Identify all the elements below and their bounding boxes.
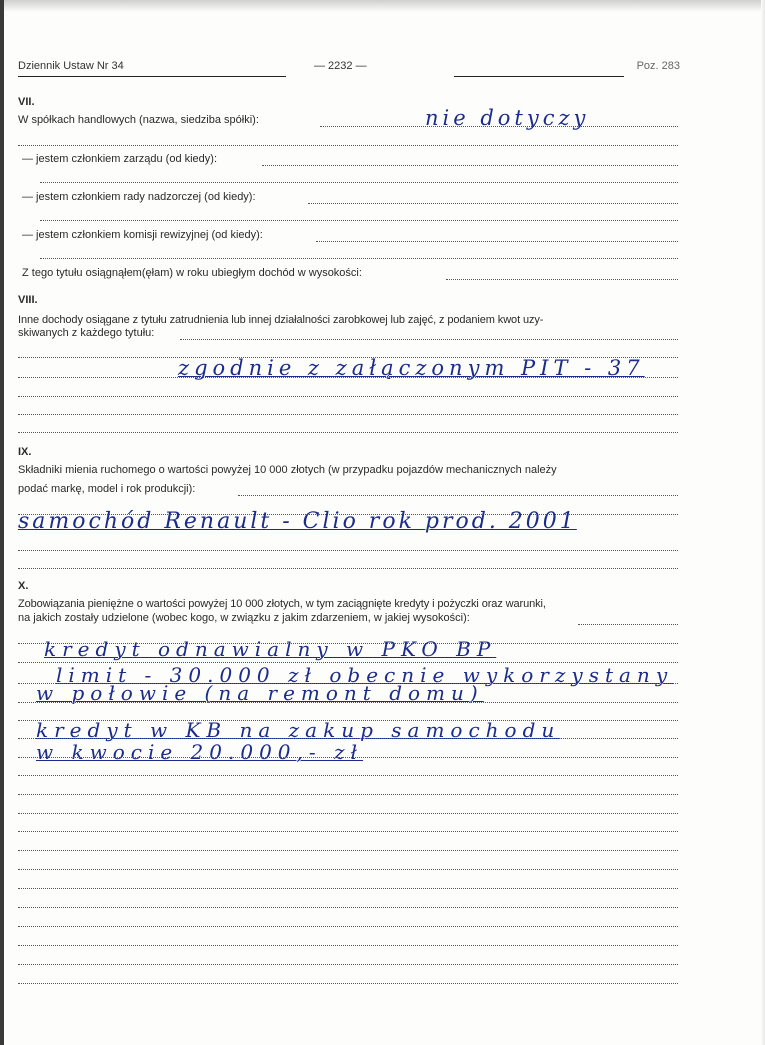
position-number: Poz. 283	[636, 60, 680, 72]
income-label: Z tego tytułu osiągnąłem(ęłam) w roku ubiegłym dochód w wysokości:	[22, 267, 362, 279]
movable-property-field-line-3[interactable]	[18, 550, 678, 551]
liabilities-line-8[interactable]	[18, 775, 678, 776]
liabilities-line-19[interactable]	[18, 983, 678, 984]
companies-handwritten: nie dotyczy	[425, 106, 590, 130]
board-member-field[interactable]	[262, 165, 678, 166]
audit-committee-field[interactable]	[316, 241, 678, 242]
liabilities-field[interactable]	[578, 624, 678, 625]
other-income-text-line-2: skiwanych z każdego tytułu:	[18, 327, 155, 339]
other-income-handwritten: zgodnie z załączonym PIT - 37	[178, 356, 645, 380]
liabilities-handwritten-4: kredyt w KB na zakup samochodu	[36, 718, 561, 742]
liabilities-line-14[interactable]	[18, 888, 678, 889]
other-income-field-line-3[interactable]	[18, 377, 678, 378]
other-income-field-line-4[interactable]	[18, 396, 678, 397]
liabilities-line-12[interactable]	[18, 850, 678, 851]
scan-artifact-left-edge	[0, 0, 4, 1045]
supervisory-board-field[interactable]	[308, 203, 678, 204]
liabilities-text-line-2: na jakich zostały udzielone (wobec kogo, w związku z jakim zdarzeniem, w jakiej wysokości):	[18, 612, 470, 624]
scan-artifact-top	[0, 0, 765, 12]
section-vii-number: VII.	[18, 96, 35, 108]
liabilities-handwritten-1: kredyt odnawialny w PKO BP	[44, 637, 497, 661]
page-header	[18, 60, 680, 78]
publication-title: Dziennik Ustaw Nr 34	[18, 60, 124, 72]
liabilities-handwritten-2: limit - 30.000 zł obecnie wykorzystany	[56, 663, 674, 687]
companies-label: W spółkach handlowych (nazwa, siedziba spółki):	[18, 114, 259, 126]
liabilities-line-17[interactable]	[18, 945, 678, 946]
movable-property-handwritten: samochód Renault - Clio rok prod. 2001	[18, 509, 577, 534]
header-rule-left	[18, 76, 286, 77]
other-income-field-line-6[interactable]	[18, 432, 678, 433]
movable-property-field-line-4[interactable]	[18, 568, 678, 569]
liabilities-line-6[interactable]	[18, 738, 678, 739]
liabilities-line-9[interactable]	[18, 794, 678, 795]
page-number: — 2232 —	[314, 60, 367, 72]
movable-property-field[interactable]	[238, 495, 678, 496]
liabilities-line-10[interactable]	[18, 813, 678, 814]
section-viii-number: VIII.	[18, 294, 38, 306]
board-member-field-line-2[interactable]	[40, 182, 678, 183]
income-field[interactable]	[446, 279, 678, 280]
movable-property-text-line-2: podać markę, model i rok produkcji):	[18, 483, 196, 495]
section-x-number: X.	[18, 580, 29, 592]
liabilities-line-7[interactable]	[18, 757, 678, 758]
movable-property-text-line-1: Składniki mienia ruchomego o wartości powyżej 10 000 złotych (w przypadku pojazdów mechanicznych należy	[18, 464, 557, 476]
liabilities-line-18[interactable]	[18, 964, 678, 965]
other-income-text-line-1: Inne dochody osiągane z tytułu zatrudnienia lub innej działalności zarobkowej lub zajęć, z podaniem kwot uzy-	[18, 314, 544, 326]
other-income-field[interactable]	[180, 339, 678, 340]
liabilities-line-4[interactable]	[18, 702, 678, 703]
section-ix-number: IX.	[18, 446, 32, 458]
board-member-label: — jestem członkiem zarządu (od kiedy):	[22, 153, 218, 165]
liabilities-text-line-1: Zobowiązania pieniężne o wartości powyżej 10 000 złotych, w tym zaciągnięte kredyty i pożyczki oraz warunki,	[18, 598, 546, 610]
supervisory-board-label: — jestem członkiem rady nadzorczej (od kiedy):	[22, 191, 256, 203]
audit-committee-field-line-2[interactable]	[40, 258, 678, 259]
liabilities-line-16[interactable]	[18, 926, 678, 927]
liabilities-line-15[interactable]	[18, 907, 678, 908]
scan-artifact-right-edge	[761, 0, 765, 1045]
supervisory-board-field-line-2[interactable]	[40, 220, 678, 221]
liabilities-handwritten-5: w kwocie 20.000,- zł	[36, 740, 364, 764]
liabilities-line-11[interactable]	[18, 831, 678, 832]
audit-committee-label: — jestem członkiem komisji rewizyjnej (od kiedy):	[22, 229, 263, 241]
other-income-field-line-5[interactable]	[18, 414, 678, 415]
liabilities-handwritten-3: w połowie (na remont domu)	[36, 681, 484, 705]
companies-field-line-2[interactable]	[18, 145, 678, 146]
liabilities-line-13[interactable]	[18, 869, 678, 870]
header-rule-right	[454, 76, 624, 77]
